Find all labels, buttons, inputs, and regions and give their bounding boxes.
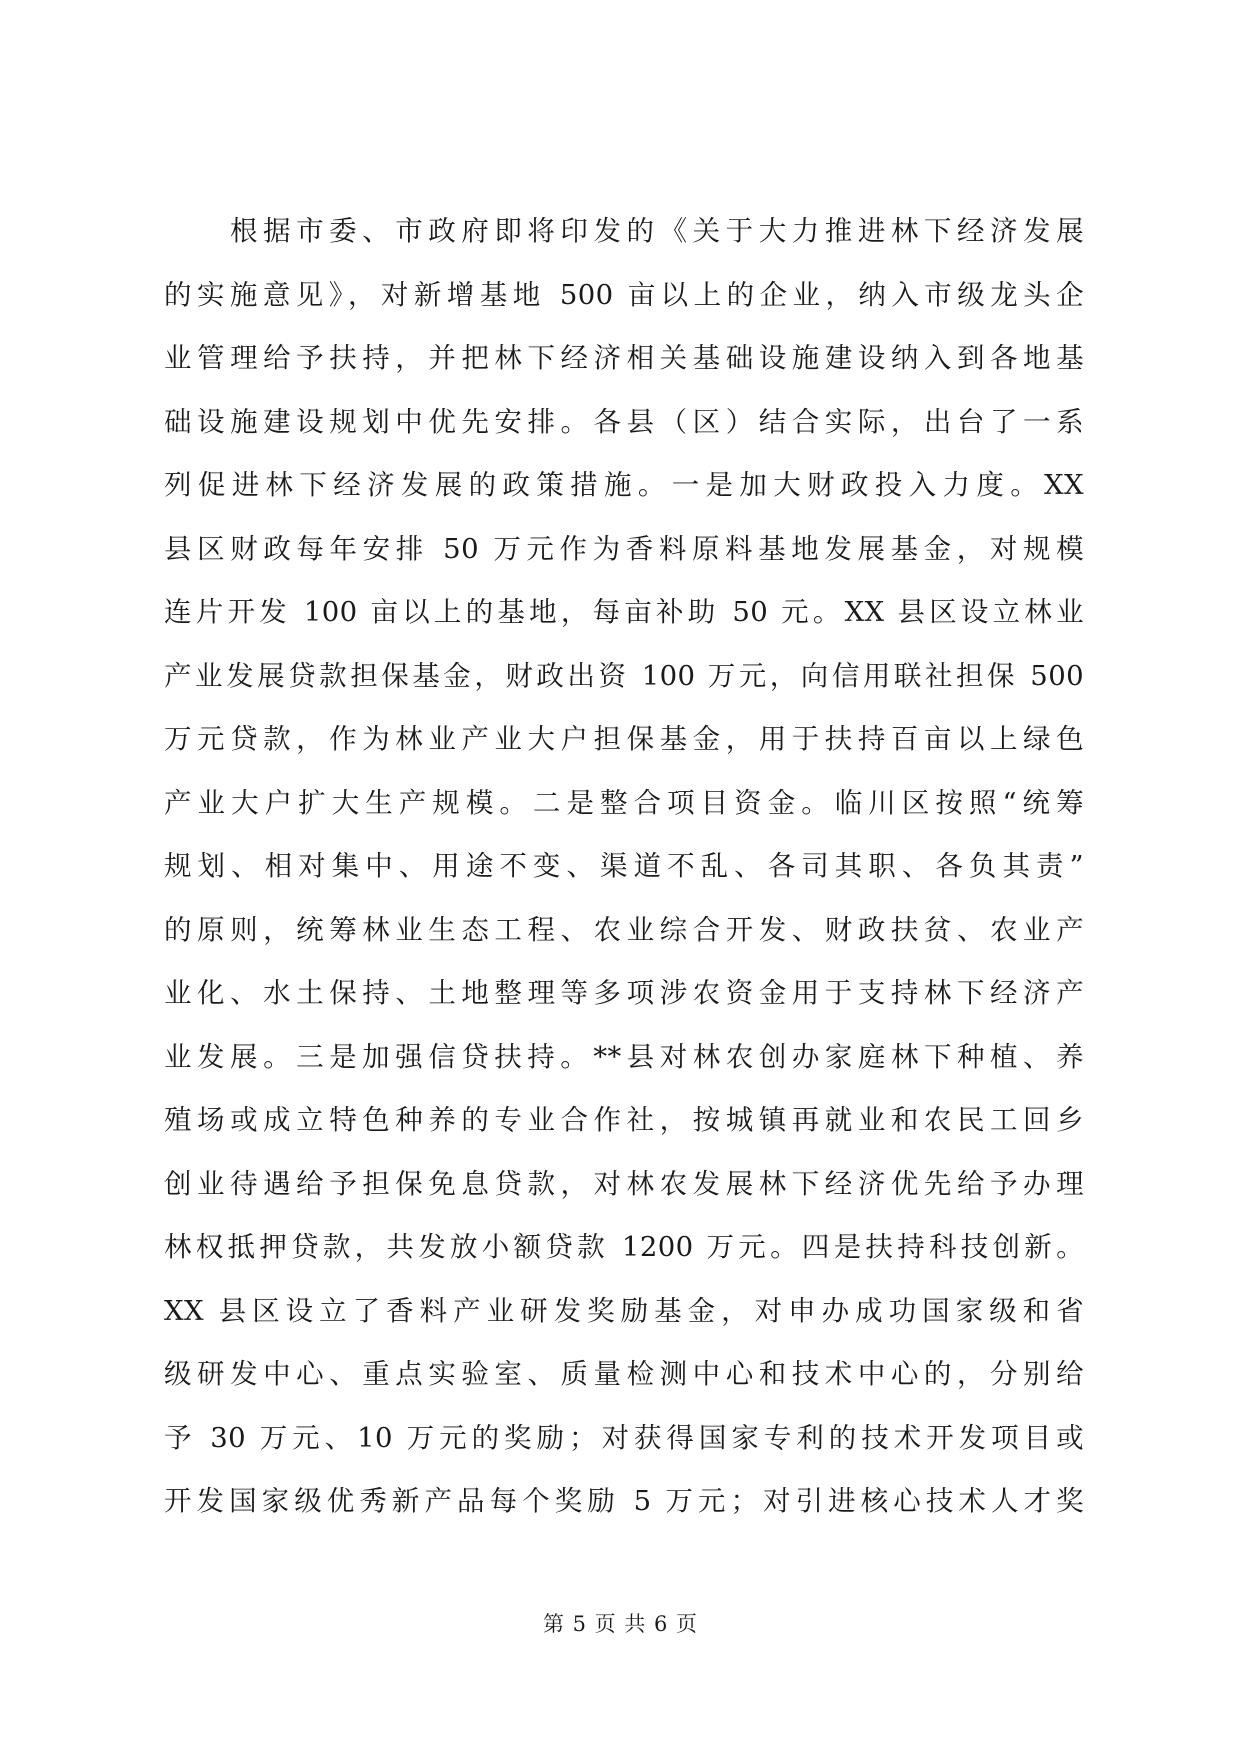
text-line: 列促进林下经济发展的政策措施。一是加大财政投入力度。XX [164, 469, 1084, 501]
text-line: 业发展。三是加强信贷扶持。**县对林农创办家庭林下种植、养 [164, 1040, 1084, 1073]
text-line: XX 县区设立了香料产业研发奖励基金，对申办成功国家级和省 [164, 1294, 1084, 1327]
text-line: 的原则，统筹林业生态工程、农业综合开发、财政扶贫、农业产 [164, 913, 1084, 946]
text-line: 级研发中心、重点实验室、质量检测中心和技术中心的，分别给 [164, 1358, 1084, 1390]
text-line: 连片开发 100 亩以上的基地，每亩补助 50 元。XX 县区设立林业 [164, 596, 1084, 628]
text-line: 予 30 万元、10 万元的奖励；对获得国家专利的技术开发项目或 [164, 1421, 1084, 1454]
text-line: 业管理给予扶持，并把林下经济相关基础设施建设纳入到各地基 [164, 342, 1084, 374]
text-line: 县区财政每年安排 50 万元作为香料原料基地发展基金，对规模 [164, 532, 1084, 565]
text-line: 业化、水土保持、土地整理等多项涉农资金用于支持林下经济产 [164, 977, 1084, 1009]
body-paragraph [164, 200, 1084, 1534]
text-line: 万元贷款，作为林业产业大户担保基金，用于扶持百亩以上绿色 [164, 723, 1084, 755]
text-line: 产业发展贷款担保基金，财政出资 100 万元，向信用联社担保 500 [164, 659, 1084, 692]
text-line: 开发国家级优秀新产品每个奖励 5 万元；对引进核心技术人才奖 [164, 1485, 1084, 1517]
text-line: 规划、相对集中、用途不变、渠道不乱、各司其职、各负其责” [164, 850, 1084, 882]
text-line: 产业大户扩大生产规模。二是整合项目资金。临川区按照“统筹 [164, 786, 1084, 819]
text-line: 根据市委、市政府即将印发的《关于大力推进林下经济发展 [230, 215, 1084, 247]
text-line: 创业待遇给予担保免息贷款，对林农发展林下经济优先给予办理 [164, 1167, 1084, 1200]
text-line: 础设施建设规划中优先安排。各县（区）结合实际，出台了一系 [164, 405, 1084, 438]
text-line: 的实施意见》，对新增基地 500 亩以上的企业，纳入市级龙头企 [164, 278, 1084, 311]
text-line: 殖场或成立特色种养的专业合作社，按城镇再就业和农民工回乡 [164, 1104, 1084, 1136]
page-footer: 第 5 页 共 6 页 [542, 1612, 699, 1636]
text-line: 林权抵押贷款，共发放小额贷款 1200 万元。四是扶持科技创新。 [164, 1231, 1084, 1263]
